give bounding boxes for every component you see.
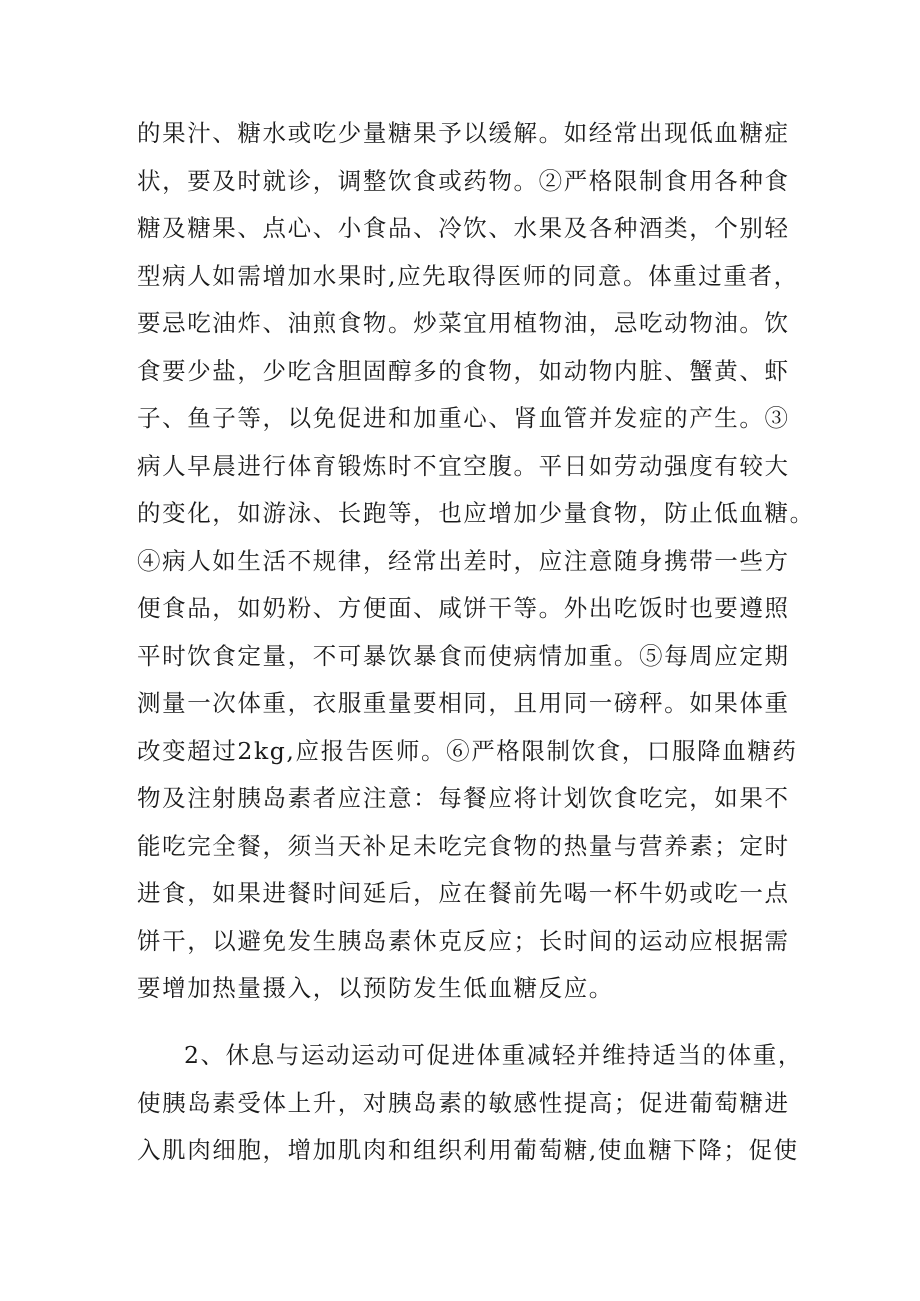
text-line: 饼干，以避免发生胰岛素休克反应；长时间的运动应根据需 (137, 926, 790, 955)
text-line: 改变超过2kg,应报告医师。⑥严格限制饮食，口服降血糖药 (137, 736, 798, 765)
text-line: 的果汁、糖水或吃少量糖果予以缓解。如经常出现低血糖症 (137, 119, 790, 147)
paragraph-diet-guidance (137, 110, 815, 1013)
text-line: 进食，如果进餐时间延后，应在餐前先喝一杯牛奶或吃一点 (137, 879, 790, 907)
text-line: 2、休息与运动运动可促进体重减轻并维持适当的体重， (184, 1041, 803, 1069)
text-line: 物及注射胰岛素者应注意：每餐应将计划饮食吃完，如果不 (137, 784, 790, 812)
text-line: 状，要及时就诊，调整饮食或药物。②严格限制食用各种食 (137, 166, 790, 195)
text-line: 要增加热量摄入，以预防发生低血糖反应。 (137, 974, 614, 1002)
text-line-indented (137, 1032, 803, 1080)
text-line: 入肌肉细胞，增加肌肉和组织利用葡萄糖,使血糖下降；促使 (137, 1136, 799, 1164)
text-line: 要忌吃油炸、油煎食物。炒菜宜用植物油，忌吃动物油。饮 (137, 309, 790, 337)
text-line: 子、鱼子等，以免促进和加重心、肾血管并发症的产生。③ (137, 404, 790, 432)
text-line: 食要少盐，少吃含胆固醇多的食物，如动物内脏、蟹黄、虾 (137, 356, 790, 385)
text-line: 测量一次体重，衣服重量要相同，且用同一磅秤。如果体重 (137, 689, 790, 717)
text-line: 糖及糖果、点心、小食品、冷饮、水果及各种酒类，个别轻 (137, 214, 790, 242)
paragraph-rest-and-exercise (137, 1032, 803, 1175)
text-line: 病人早晨进行体育锻炼时不宜空腹。平日如劳动强度有较大 (137, 451, 790, 480)
text-line: 使胰岛素受体上升，对胰岛素的敏感性提高；促进葡萄糖进 (137, 1088, 790, 1117)
text-line: 平时饮食定量，不可暴饮暴食而使病情加重。⑤每周应定期 (137, 641, 790, 670)
text-line: 能吃完全餐，须当天补足未吃完食物的热量与营养素；定时 (137, 831, 790, 860)
text-line: 的变化，如游泳、长跑等，也应增加少量食物，防止低血糖。 (137, 499, 815, 527)
text-line: 便食品，如奶粉、方便面、咸饼干等。外出吃饭时也要遵照 (137, 594, 790, 622)
text-line: 型病人如需增加水果时,应先取得医师的同意。体重过重者， (137, 261, 799, 290)
text-line: ④病人如生活不规律，经常出差时，应注意随身携带一些方 (137, 546, 790, 575)
